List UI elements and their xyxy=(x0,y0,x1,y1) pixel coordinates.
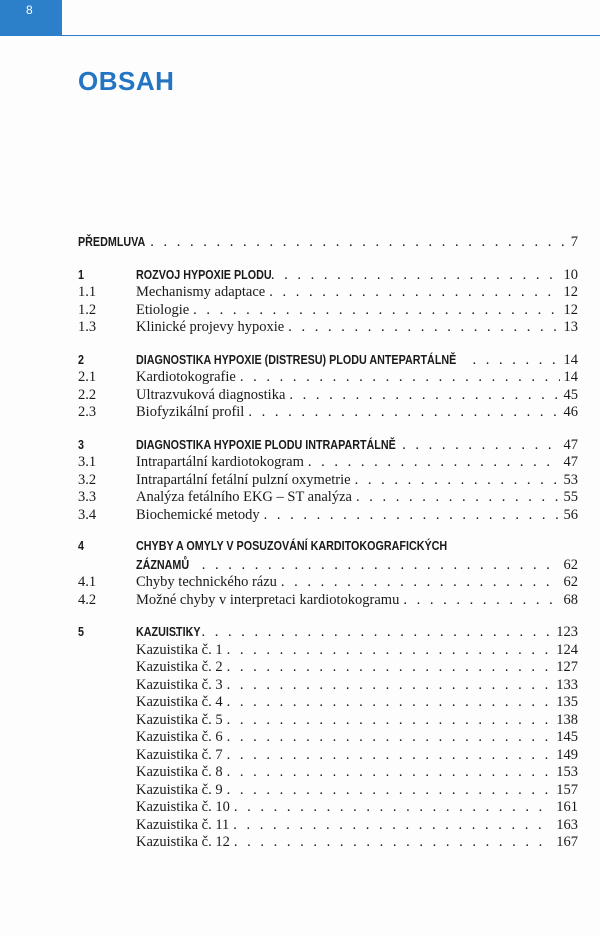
toc-entry-page: 46 xyxy=(563,404,578,420)
toc-chapter-heading[interactable] xyxy=(78,352,578,370)
leader-dots xyxy=(202,557,560,574)
toc-chapter-4 xyxy=(78,539,578,609)
toc-entry-page: 45 xyxy=(563,386,578,403)
toc-entry-label: Kazuistika č. 12 xyxy=(136,834,230,850)
toc-entry-page: 149 xyxy=(556,746,578,763)
toc-entry-label: Analýza fetálního EKG – ST analýza xyxy=(136,489,352,505)
toc-entry-number: 4.2 xyxy=(78,591,97,608)
toc-entry-page: 62 xyxy=(563,574,578,590)
toc-chapter-heading[interactable] xyxy=(78,624,578,642)
toc-entry[interactable] xyxy=(78,729,578,747)
toc-entry[interactable] xyxy=(78,799,578,817)
toc-chapter-number: 2 xyxy=(78,352,84,367)
toc-entry-page: 12 xyxy=(563,301,578,318)
toc-chapter-label: ZÁZNAMŮ xyxy=(136,557,190,572)
toc-entry-page: 153 xyxy=(556,764,578,780)
toc-entry[interactable] xyxy=(78,764,578,782)
toc-entry[interactable] xyxy=(78,454,578,472)
toc-entry[interactable] xyxy=(78,319,578,337)
toc-entry-page: 47 xyxy=(563,454,578,470)
toc-chapter-label: DIAGNOSTIKA HYPOXIE PLODU INTRAPARTÁLNĚ xyxy=(136,437,396,452)
toc-entry-label: Chyby technického rázu xyxy=(136,574,277,590)
toc-entry-page: 123 xyxy=(556,624,578,640)
toc-entry[interactable] xyxy=(78,677,578,695)
toc-entry[interactable] xyxy=(78,489,578,507)
toc-entry-label: Kazuistika č. 2 xyxy=(136,659,223,675)
page-title: OBSAH xyxy=(78,66,175,96)
leader-dots xyxy=(248,404,559,421)
toc-chapter-label: DIAGNOSTIKA HYPOXIE (DISTRESU) PLODU ANTEPARTÁLNĚ xyxy=(136,352,457,367)
leader-dots xyxy=(403,592,559,609)
toc-entry-label: Kazuistika č. 10 xyxy=(136,799,230,815)
toc-entry-page: 124 xyxy=(556,641,578,658)
toc-chapter-2 xyxy=(78,352,578,422)
leader-dots xyxy=(193,302,559,319)
toc-chapter-label: CHYBY A OMYLY V POSUZOVÁNÍ KARDITOKOGRAFICKÝCH xyxy=(136,539,448,553)
leader-dots xyxy=(281,574,560,591)
leader-dots xyxy=(234,834,552,851)
toc-chapter-number: 1 xyxy=(78,267,84,282)
toc-entry[interactable] xyxy=(78,659,578,677)
toc-chapter-heading-continuation[interactable] xyxy=(78,557,578,575)
leader-dots xyxy=(258,267,560,284)
toc-entry-page: 55 xyxy=(563,489,578,505)
toc-entry-label: Kazuistika č. 5 xyxy=(136,711,223,728)
leader-dots xyxy=(150,234,564,251)
toc-entry-page: 68 xyxy=(563,591,578,608)
toc-entry-number: 2.2 xyxy=(78,386,97,403)
leader-dots xyxy=(269,284,559,301)
toc-chapter-label: KAZUISTIKY xyxy=(136,625,201,639)
toc-entry-label: Ultrazvuková diagnostika xyxy=(136,386,286,403)
toc-chapter-heading[interactable] xyxy=(78,437,578,455)
toc-entry-label: Intrapartální fetální pulzní oxymetrie xyxy=(136,471,351,488)
toc-entry-page: 56 xyxy=(563,506,578,523)
toc-entry-label: Intrapartální kardiotokogram xyxy=(136,454,304,470)
toc-entry-page: 133 xyxy=(556,676,578,693)
leader-dots xyxy=(240,369,560,386)
toc-entry[interactable] xyxy=(78,782,578,800)
toc-entry-label: Mechanismy adaptace xyxy=(136,284,266,300)
leader-dots xyxy=(264,507,560,524)
toc-entry-label: Kazuistika č. 1 xyxy=(136,641,223,658)
leader-dots xyxy=(175,624,552,641)
toc-entry-label: Biofyzikální profil xyxy=(136,404,245,420)
leader-dots xyxy=(356,489,560,506)
toc-entry[interactable] xyxy=(78,834,578,852)
toc-entry-label: Kazuistika č. 4 xyxy=(136,694,223,710)
toc-entry-number: 4.1 xyxy=(78,574,97,590)
toc-entry[interactable] xyxy=(78,302,578,320)
leader-dots xyxy=(227,677,553,694)
toc-entry-page: 14 xyxy=(563,351,578,368)
toc-entry-page: 12 xyxy=(563,284,578,300)
toc-chapter-label: ROZVOJ HYPOXIE PLODU xyxy=(136,267,272,282)
toc-entry-label: Kazuistika č. 3 xyxy=(136,676,223,693)
toc-chapter-number: 4 xyxy=(78,539,84,553)
toc-entry-label: Kazuistika č. 7 xyxy=(136,746,223,763)
toc-entry[interactable] xyxy=(78,472,578,490)
toc-entry-page: 127 xyxy=(556,659,578,675)
toc-entry-label: Kazuistika č. 8 xyxy=(136,764,223,780)
toc-entry[interactable] xyxy=(78,747,578,765)
toc-entry[interactable] xyxy=(78,642,578,660)
page-number-tab xyxy=(0,0,62,36)
toc-entry-label: Kazuistika č. 9 xyxy=(136,781,223,798)
toc-entry[interactable] xyxy=(78,712,578,730)
toc-chapter-number: 3 xyxy=(78,437,84,452)
toc-front-matter xyxy=(78,234,578,252)
toc-entry-number: 1.2 xyxy=(78,301,97,318)
toc-entry[interactable] xyxy=(78,404,578,422)
toc-entry-label: Etiologie xyxy=(136,301,190,318)
toc-entry-label: Možné chyby v interpretaci kardiotokogramu xyxy=(136,591,400,608)
toc-entry-number: 3.2 xyxy=(78,471,97,488)
leader-dots xyxy=(233,817,552,834)
toc-chapter-5 xyxy=(78,624,578,852)
toc-entry-number: 3.4 xyxy=(78,506,97,523)
leader-dots xyxy=(227,764,553,781)
leader-dots xyxy=(234,799,552,816)
toc-entry[interactable] xyxy=(78,507,578,525)
table-of-contents xyxy=(78,234,578,867)
toc-entry[interactable] xyxy=(78,369,578,387)
toc-entry[interactable] xyxy=(78,284,578,302)
toc-entry-number: 2.3 xyxy=(78,404,97,420)
toc-entry-page: 145 xyxy=(556,729,578,745)
toc-entry-page: 62 xyxy=(563,556,578,573)
toc-entry-page: 10 xyxy=(563,266,578,283)
leader-dots xyxy=(227,729,553,746)
leader-dots xyxy=(227,747,553,764)
toc-entry[interactable] xyxy=(78,817,578,835)
toc-entry-page: 13 xyxy=(563,319,578,335)
toc-entry-page: 135 xyxy=(556,694,578,710)
leader-dots xyxy=(288,319,559,336)
leader-dots xyxy=(402,437,559,454)
toc-entry-number: 1.3 xyxy=(78,319,97,335)
page-number: 8 xyxy=(26,3,33,17)
toc-chapter-heading[interactable] xyxy=(78,267,578,285)
toc-entry-number: 2.1 xyxy=(78,369,97,385)
toc-entry-page: 161 xyxy=(556,799,578,815)
toc-entry-page: 157 xyxy=(556,781,578,798)
toc-entry[interactable] xyxy=(78,694,578,712)
leader-dots xyxy=(227,782,553,799)
leader-dots xyxy=(227,712,553,729)
toc-entry-page: 7 xyxy=(570,234,578,250)
toc-entry[interactable] xyxy=(78,592,578,610)
toc-chapter-1 xyxy=(78,267,578,337)
toc-entry-label: Biochemické metody xyxy=(136,506,260,523)
leader-dots xyxy=(227,659,553,676)
leader-dots xyxy=(355,472,560,489)
toc-entry-page: 163 xyxy=(556,816,578,833)
toc-entry-label: Kazuistika č. 11 xyxy=(136,816,230,833)
header-rule xyxy=(62,35,600,36)
toc-chapter-heading[interactable] xyxy=(78,539,578,557)
leader-dots xyxy=(227,694,553,711)
leader-dots xyxy=(308,454,560,471)
toc-entry-label: Klinické projevy hypoxie xyxy=(136,319,285,335)
toc-chapter-number: 5 xyxy=(78,625,84,639)
toc-entry[interactable] xyxy=(78,387,578,405)
toc-entry-predmluva[interactable] xyxy=(78,234,578,252)
toc-entry-page: 14 xyxy=(563,369,578,385)
toc-entry[interactable] xyxy=(78,574,578,592)
leader-dots xyxy=(227,642,553,659)
toc-entry-number: 1.1 xyxy=(78,284,97,300)
toc-entry-page: 167 xyxy=(556,834,578,850)
toc-entry-page: 47 xyxy=(563,436,578,453)
toc-entry-number: 3.3 xyxy=(78,489,97,505)
toc-entry-number: 3.1 xyxy=(78,454,97,470)
toc-entry-page: 53 xyxy=(563,471,578,488)
toc-chapter-3 xyxy=(78,437,578,525)
leader-dots xyxy=(289,387,559,404)
leader-dots xyxy=(472,352,559,369)
toc-entry-label: PŘEDMLUVA xyxy=(78,235,146,249)
toc-entry-page: 138 xyxy=(556,711,578,728)
toc-entry-label: Kardiotokografie xyxy=(136,369,236,385)
toc-entry-label: Kazuistika č. 6 xyxy=(136,729,223,745)
